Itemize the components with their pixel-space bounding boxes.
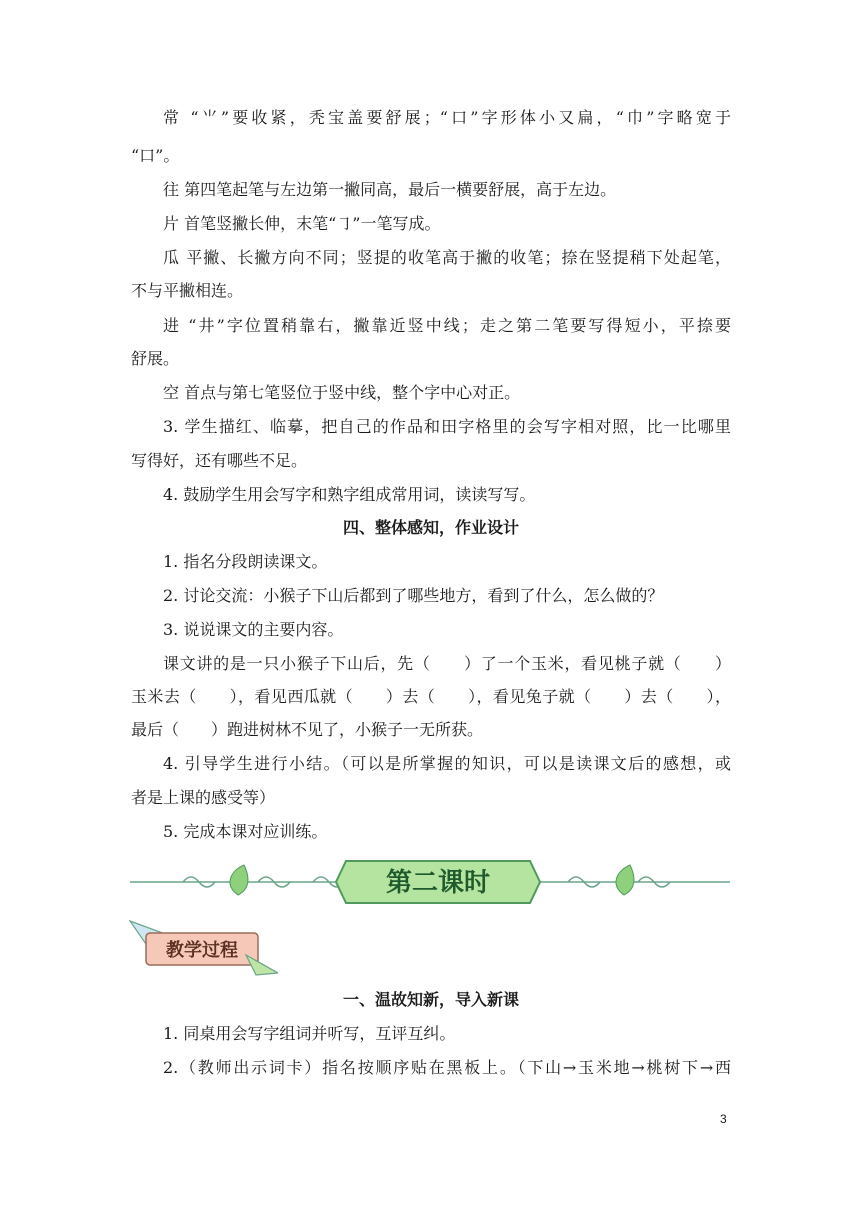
text-line: 3. 学生描红、临摹，把自己的作品和田字格里的会写字相对照，比一比哪里 <box>163 417 731 436</box>
text-line: 不与平撇相连。 <box>131 281 244 300</box>
text-line: 1. 指名分段朗读课文。 <box>163 552 328 571</box>
leaf-left-icon <box>230 865 248 895</box>
text-line: 写得好，还有哪些不足。 <box>131 451 308 470</box>
teaching-process-badge <box>128 915 278 980</box>
text-line: 最后（ ）跑进树林不见了，小猴子一无所获。 <box>131 720 484 739</box>
text-line: 2.（教师出示词卡）指名按顺序贴在黑板上。（下山→玉米地→桃树下→西 <box>163 1058 731 1077</box>
text-line: 片 首笔竖撇长伸，末笔“㇆”一笔写成。 <box>163 214 441 233</box>
page-number: 3 <box>720 1112 727 1126</box>
text-line: 空 首点与第七笔竖位于竖中线，整个字中心对正。 <box>163 383 521 402</box>
lesson-banner <box>128 855 732 915</box>
leaf-plane-icon <box>246 955 278 975</box>
text-line: 3. 说说课文的主要内容。 <box>163 620 344 639</box>
text-line: 往 第四笔起笔与左边第一撇同高，最后一横要舒展，高于左边。 <box>163 180 617 199</box>
text-line: 者是上课的感受等） <box>131 788 276 807</box>
badge-label: 教学过程 <box>166 940 238 961</box>
text-line: 5. 完成本课对应训练。 <box>163 822 328 841</box>
leaf-right-icon <box>616 865 634 895</box>
banner-title: 第二课时 <box>385 868 491 898</box>
section-heading: 一、温故知新，导入新课 <box>342 990 519 1009</box>
text-line: 4. 鼓励学生用会写字和熟字组成常用词，读读写写。 <box>163 485 536 504</box>
text-line: 1. 同桌用会写字组词并听写，互评互纠。 <box>163 1024 456 1043</box>
section-heading: 四、整体感知，作业设计 <box>342 518 519 537</box>
text-line: 课文讲的是一只小猴子下山后，先（ ）了一个玉米，看见桃子就（ ） <box>163 654 731 673</box>
text-line: 进 “井”字位置稍靠右，撇靠近竖中线；走之第二笔要写得短小，平捺要 <box>163 316 731 335</box>
text-line: 瓜 平撇、长撇方向不同；竖提的收笔高于撇的收笔；捺在竖提稍下处起笔， <box>163 248 731 267</box>
text-line: 玉米去（ ），看见西瓜就（ ）去（ ），看见兔子就（ ）去（ ）， <box>131 687 731 706</box>
text-line: 常 “⺌”要收紧，秃宝盖要舒展；“口”字形体小又扁，“巾”字略宽于 <box>163 108 731 127</box>
text-line: “口”。 <box>131 146 180 165</box>
text-line: 2. 讨论交流：小猴子下山后都到了哪些地方，看到了什么，怎么做的？ <box>163 586 664 605</box>
text-line: 4. 引导学生进行小结。（可以是所掌握的知识，可以是读课文后的感想，或 <box>163 754 731 773</box>
text-line: 舒展。 <box>131 349 180 368</box>
